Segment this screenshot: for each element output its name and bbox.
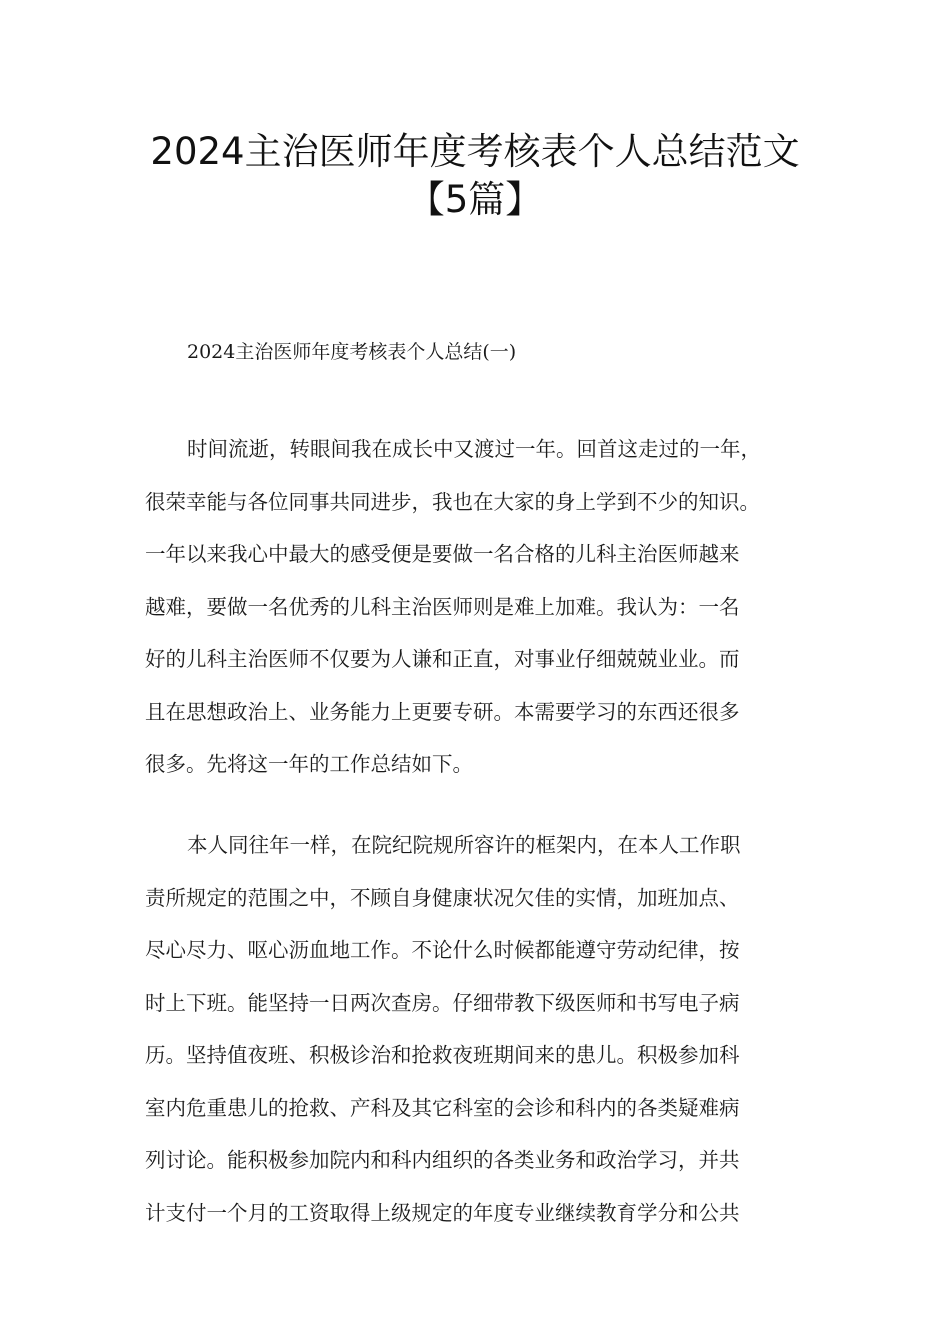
paragraph-line: 历。坚持值夜班、积极诊治和抢救夜班期间来的患儿。积极参加科 (145, 1043, 740, 1067)
paragraph-line: 越难，要做一名优秀的儿科主治医师则是难上加难。我认为：一名 (145, 594, 740, 619)
paragraph-line: 时间流逝，转眼间我在成长中又渡过一年。回首这走过的一年， (187, 437, 761, 461)
paragraph-line: 好的儿科主治医师不仅要为人谦和正直，对事业仔细兢兢业业。而 (145, 647, 740, 671)
document-title-line-2: 【5篇】 (407, 178, 543, 221)
document-title (100, 128, 850, 224)
paragraph-line: 很荣幸能与各位同事共同进步，我也在大家的身上学到不少的知识。 (145, 489, 760, 514)
paragraph-line: 责所规定的范围之中，不顾自身健康状况欠佳的实情，加班加点、 (145, 885, 740, 910)
document-title-line-1: 2024主治医师年度考核表个人总结范文 (150, 130, 800, 173)
paragraph-line: 且在思想政治上、业务能力上更要专研。本需要学习的东西还很多 (145, 699, 740, 724)
paragraph-line: 很多。先将这一年的工作总结如下。 (145, 752, 473, 776)
paragraph-line: 一年以来我心中最大的感受便是要做一名合格的儿科主治医师越来 (145, 542, 740, 566)
section-heading: 2024主治医师年度考核表个人总结(一) (187, 341, 517, 363)
paragraph-1 (145, 434, 825, 802)
paragraph-line: 本人同往年一样，在院纪院规所容许的框架内，在本人工作职 (187, 833, 741, 857)
paragraph-line: 计支付一个月的工资取得上级规定的年度专业继续教育学分和公共 (145, 1200, 740, 1225)
paragraph-line: 列讨论。能积极参加院内和科内组织的各类业务和政治学习，并共 (145, 1148, 740, 1172)
paragraph-2 (145, 830, 825, 1250)
paragraph-line: 室内危重患儿的抢救、产科及其它科室的会诊和科内的各类疑难病 (145, 1095, 740, 1120)
paragraph-line: 时上下班。能坚持一日两次查房。仔细带教下级医师和书写电子病 (145, 990, 740, 1015)
paragraph-line: 尽心尽力、呕心沥血地工作。不论什么时候都能遵守劳动纪律，按 (145, 938, 740, 962)
